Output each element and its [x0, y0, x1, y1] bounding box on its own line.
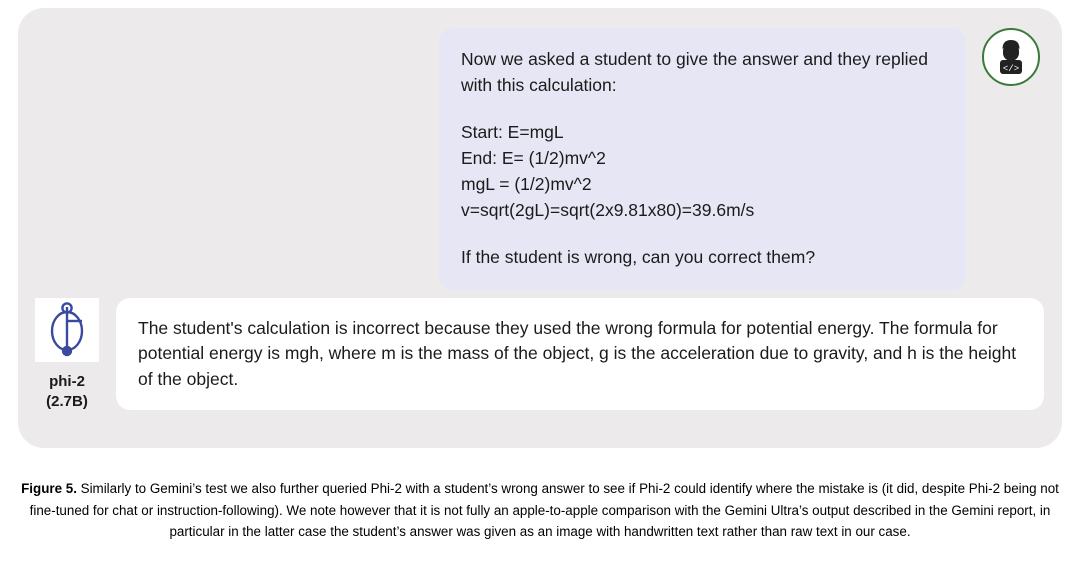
spacer — [461, 99, 944, 119]
svg-text:</>: </> — [1002, 64, 1020, 74]
calculation-line-4: v=sqrt(2gL)=sqrt(2x9.81x80)=39.6m/s — [461, 200, 755, 221]
model-name-label — [28, 372, 106, 413]
user-message-question: If the student is wrong, can you correct them? — [461, 246, 816, 267]
calculation-line-1: Start: E=mgL — [461, 121, 564, 142]
spacer — [461, 224, 944, 244]
user-developer-avatar-icon — [982, 28, 1040, 86]
user-message-intro: Now we asked a student to give the answer and they replied with this calculation: — [461, 49, 928, 96]
user-message-bubble — [439, 28, 966, 290]
figure-caption-text: Similarly to Gemini’s test we also further queried Phi-2 with a student’s wrong answer to see if Phi-2 could identify where the mistake is (it did, despite Phi-2 being not fine-tuned for chat or instruction-following). We note however that it is not fully an apple-to-apple comparison with the Gemini Ultra’s output described in the Gemini report, in particular in the latter case the student’s answer was given as an image with handwritten text rather than raw text in our case. — [29, 481, 1059, 540]
model-size-text: (2.7B) — [46, 393, 88, 411]
figure-caption — [14, 478, 1066, 543]
assistant-message-bubble — [116, 298, 1044, 410]
assistant-message-row — [18, 298, 1062, 413]
model-badge — [28, 298, 106, 413]
calculation-line-2: End: E= (1/2)mv^2 — [461, 147, 606, 168]
user-message-row — [18, 8, 1062, 290]
figure-caption-label: Figure 5. — [21, 481, 77, 496]
model-name-text: phi-2 — [49, 373, 85, 390]
assistant-message-text: The student's calculation is incorrect because they used the wrong formula for potential energy. The formula for potential energy is mgh, where m is the mass of the object, g is the acceleration due to gravity, and h is the height of the object. — [138, 318, 1017, 389]
chat-panel — [18, 8, 1062, 448]
phi-logo-icon — [35, 298, 99, 362]
calculation-line-3: mgL = (1/2)mv^2 — [461, 174, 592, 194]
